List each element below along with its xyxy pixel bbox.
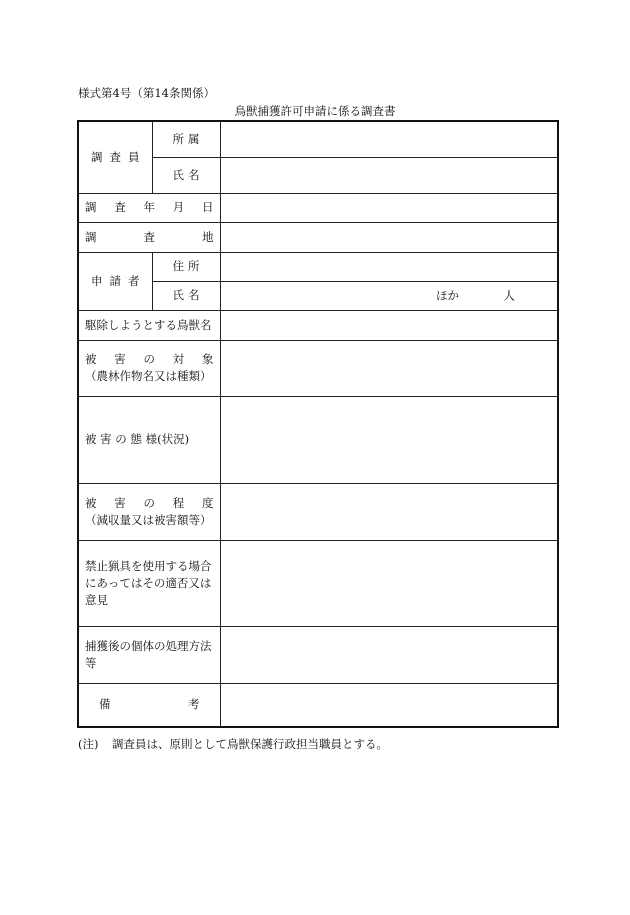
remarks-field[interactable] [220,683,558,727]
disposal-method-label [78,626,220,683]
investigator-name-label [152,157,220,193]
label-char: 対 [172,352,185,366]
disposal-method-field[interactable] [220,626,558,683]
applicant-address-row [78,252,558,281]
survey-table [77,120,559,728]
label-char: の [143,495,155,510]
label-char: 査 [114,200,126,214]
applicant-address-label [152,252,220,281]
label-char: 月 [172,200,185,214]
label-char: 象 [202,352,214,366]
damage-mode-row [78,396,558,483]
label-char: 名 [188,288,200,302]
remarks-row [78,683,558,727]
damage-target-field[interactable] [220,340,558,396]
target-species-row [78,310,558,340]
survey-place-field[interactable] [220,222,558,252]
label-char: 調 [85,200,97,214]
label-char: 申 [91,273,103,288]
label-char: 査 [143,229,155,244]
target-species-label-text: 駆除しようとする鳥獣名 [85,317,212,332]
label-char: 住 [172,259,184,273]
damage-mode-label-text: 被 害 の 態 様(状況) [85,432,190,446]
survey-date-label [78,193,220,222]
target-species-label [78,310,220,340]
applicant-name-label [152,281,220,310]
label-char: の [143,352,155,366]
target-species-field[interactable] [220,310,558,340]
damage-extent-label [78,483,220,540]
damage-extent-sublabel: （減収量又は被害額等） [85,512,212,527]
label-char: 員 [128,149,140,164]
label-char: 年 [143,200,155,214]
label-char: 備 [99,697,111,712]
prohibited-gear-label [78,540,220,626]
damage-target-label [78,340,220,396]
label-char: 調 [91,149,103,164]
label-char: 度 [202,495,214,510]
label-char: 者 [128,273,140,288]
label-char: 氏 [172,167,184,182]
label-char: 考 [188,697,200,712]
investigator-affiliation-field[interactable] [220,121,558,157]
label-char: 調 [85,229,97,244]
label-char: 害 [114,495,126,510]
affiliation-label [152,121,220,157]
remarks-label [78,683,220,727]
label-char: 被 [85,495,97,510]
label-char: 所 [172,131,184,146]
label-char: 請 [109,273,121,288]
disposal-method-row [78,626,558,683]
label-char: 名 [188,167,200,182]
prohibited-gear-field[interactable] [220,540,558,626]
investigator-label [78,121,152,193]
applicant-name-field[interactable] [220,281,558,310]
damage-extent-field[interactable] [220,483,558,540]
form-number: 様式第4号（第14条関係） [78,86,215,100]
survey-date-row [78,193,558,222]
damage-mode-field[interactable] [220,396,558,483]
survey-place-label [78,222,220,252]
document-title: 鳥獣捕獲許可申請に係る調査書 [234,104,396,118]
damage-mode-label [78,396,220,483]
investigator-name-field[interactable] [220,157,558,193]
label-char: 程 [172,495,185,510]
applicant-label [78,252,152,310]
label-char: 日 [202,200,214,214]
label-char: 属 [188,131,200,146]
count-suffix: 人 [503,288,515,302]
prohibited-gear-label-text: 禁止猟具を使用する場合にあってはその適否又は意見 [85,558,212,607]
label-char: 地 [202,229,214,244]
others-suffix: ほか [436,288,459,302]
investigator-affiliation-row [78,121,558,157]
label-char: 氏 [172,288,184,302]
prohibited-gear-row [78,540,558,626]
label-char: 査 [109,149,121,164]
survey-place-row [78,222,558,252]
label-char: 害 [114,352,126,366]
damage-extent-row [78,483,558,540]
label-char: 所 [188,259,200,273]
footnote [78,736,388,752]
damage-target-sublabel: （農林作物名又は種類） [85,369,212,383]
footnote-label: (注) [78,737,99,751]
disposal-method-label-text: 捕獲後の個体の処理方法等 [85,638,212,670]
survey-date-field[interactable] [220,193,558,222]
damage-target-row [78,340,558,396]
footnote-text: 調査員は、原則として鳥獣保護行政担当職員とする。 [112,737,388,751]
label-char: 被 [85,352,97,366]
applicant-address-field[interactable] [220,252,558,281]
